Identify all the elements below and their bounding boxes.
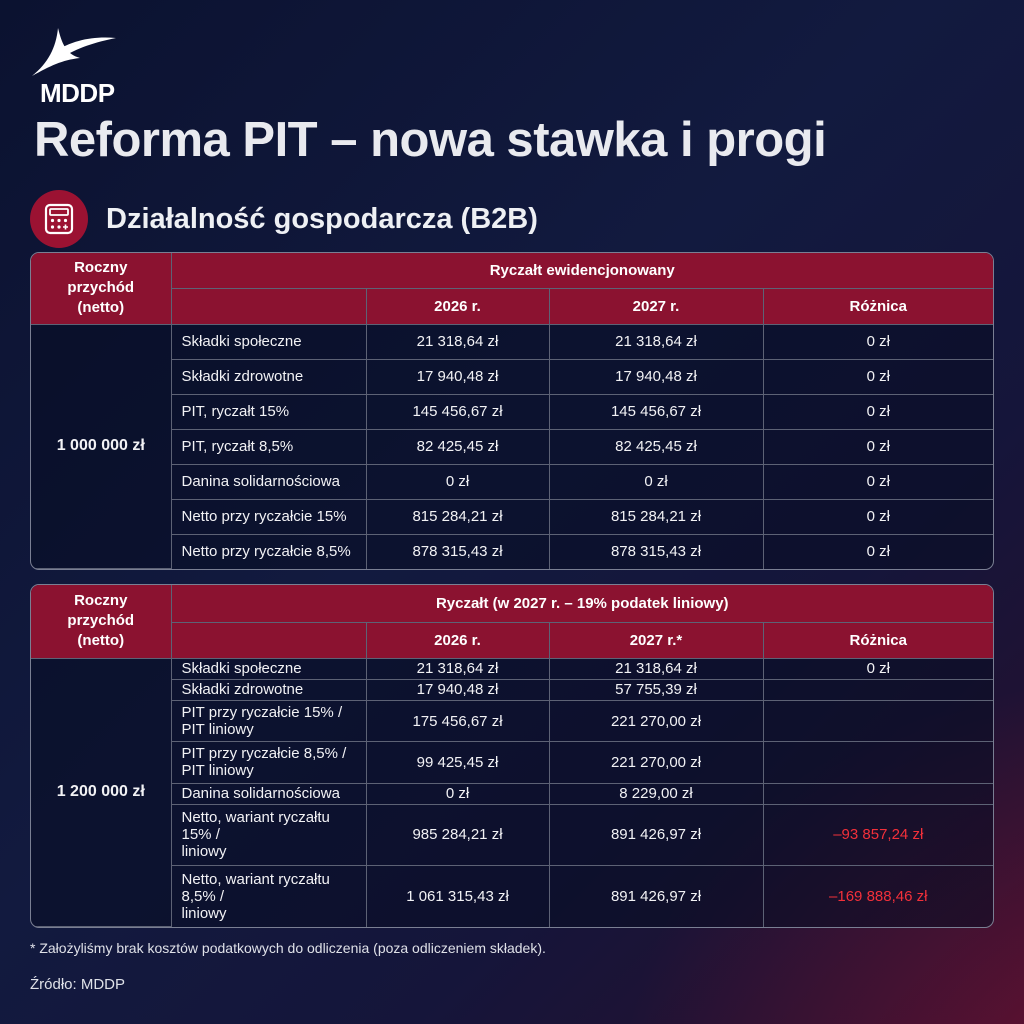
revenue-cell: 1 000 000 zł (31, 324, 171, 569)
value-2026: 21 318,64 zł (366, 658, 549, 679)
row-label (171, 742, 366, 783)
value-2026: 17 940,48 zł (366, 679, 549, 700)
value-diff: 0 zł (763, 658, 993, 679)
value-2026: 1 061 315,43 zł (366, 866, 549, 927)
table-panel-2 (30, 584, 994, 928)
row-label-line: Składki społeczne (181, 660, 302, 678)
value-2026: 99 425,45 zł (366, 742, 549, 783)
source-note: Źródło: MDDP (30, 976, 126, 993)
value-2026: 878 315,43 zł (366, 534, 549, 568)
table-row (31, 429, 993, 464)
value-diff: –93 857,24 zł (763, 804, 993, 865)
value-2026: 985 284,21 zł (366, 804, 549, 865)
row-label-line: liniowy (181, 843, 227, 861)
footnote: * Założyliśmy brak kosztów podatkowych do odliczenia (poza odliczeniem składek). (30, 940, 546, 956)
value-diff: 0 zł (763, 534, 993, 568)
row-label-line: PIT liniowy (181, 721, 254, 739)
value-diff (763, 783, 993, 804)
value-2027: 21 318,64 zł (549, 658, 763, 679)
table-row (31, 394, 993, 429)
row-label-line: Netto, wariant ryczałtu 15% / (181, 809, 330, 844)
table-row (31, 700, 993, 741)
value-2027: 221 270,00 zł (549, 700, 763, 741)
table-row (31, 804, 993, 865)
section-title: Działalność gospodarcza (B2B) (106, 202, 538, 235)
row-label: PIT, ryczałt 8,5% (171, 429, 366, 464)
value-2026: 0 zł (366, 783, 549, 804)
section-header (30, 190, 538, 248)
value-diff (763, 700, 993, 741)
row-label: PIT, ryczałt 15% (171, 394, 366, 429)
table-row (31, 464, 993, 499)
column-header-2027: 2027 r.* (549, 622, 763, 658)
value-diff: 0 zł (763, 359, 993, 394)
value-2027: 145 456,67 zł (549, 394, 763, 429)
brand-name: MDDP (40, 78, 115, 108)
value-2026: 815 284,21 zł (366, 499, 549, 534)
value-2027: 82 425,45 zł (549, 429, 763, 464)
value-2027: 57 755,39 zł (549, 679, 763, 700)
value-diff: 0 zł (763, 324, 993, 359)
column-header-empty (171, 288, 366, 324)
table-panel-1 (30, 252, 994, 570)
ryczalt-table-1200000 (31, 585, 993, 927)
page-title: Reforma PIT – nowa stawka i progi (34, 113, 827, 167)
revenue-header-line: przychód (67, 612, 135, 630)
row-label-line: PIT przy ryczałcie 15% / (181, 704, 343, 722)
value-diff: 0 zł (763, 464, 993, 499)
value-2027: 891 426,97 zł (549, 866, 763, 927)
value-2027: 891 426,97 zł (549, 804, 763, 865)
table-row (31, 499, 993, 534)
brand-logo (18, 18, 128, 108)
row-label: Netto przy ryczałcie 8,5% (171, 534, 366, 568)
table-row (31, 534, 993, 568)
value-diff: –169 888,46 zł (763, 866, 993, 927)
value-2027: 815 284,21 zł (549, 499, 763, 534)
table-row (31, 783, 993, 804)
group-header: Ryczałt ewidencjonowany (171, 253, 993, 288)
table-row (31, 359, 993, 394)
table-row (31, 324, 993, 359)
column-header-2026: 2026 r. (366, 288, 549, 324)
row-label: Danina solidarnościowa (171, 464, 366, 499)
table-row (31, 742, 993, 783)
revenue-header (31, 253, 171, 324)
column-header-2027: 2027 r. (549, 288, 763, 324)
row-label (171, 700, 366, 741)
row-label-line: Składki zdrowotne (181, 681, 304, 699)
row-label (171, 866, 366, 927)
value-2027: 221 270,00 zł (549, 742, 763, 783)
group-header: Ryczałt (w 2027 r. – 19% podatek liniowy) (171, 585, 993, 622)
row-label (171, 804, 366, 865)
value-2027: 878 315,43 zł (549, 534, 763, 568)
value-2027: 21 318,64 zł (549, 324, 763, 359)
value-diff (763, 742, 993, 783)
calculator-icon (30, 190, 88, 248)
value-2026: 175 456,67 zł (366, 700, 549, 741)
value-diff (763, 679, 993, 700)
value-diff: 0 zł (763, 394, 993, 429)
row-label-line: PIT przy ryczałcie 8,5% / (181, 745, 347, 763)
row-label: Składki zdrowotne (171, 359, 366, 394)
revenue-header-line: Roczny (74, 592, 128, 610)
value-diff: 0 zł (763, 499, 993, 534)
value-2026: 21 318,64 zł (366, 324, 549, 359)
row-label-line: Netto, wariant ryczałtu 8,5% / (181, 870, 330, 905)
value-diff: 0 zł (763, 429, 993, 464)
value-2027: 17 940,48 zł (549, 359, 763, 394)
row-label (171, 658, 366, 679)
table-row (31, 679, 993, 700)
revenue-header-line: (netto) (77, 299, 125, 317)
column-header-2026: 2026 r. (366, 622, 549, 658)
column-header-empty (171, 622, 366, 658)
row-label-line: liniowy (181, 904, 227, 922)
value-2026: 82 425,45 zł (366, 429, 549, 464)
table-row (31, 658, 993, 679)
table-row (31, 866, 993, 927)
column-header-diff: Różnica (763, 622, 993, 658)
revenue-header-line: (netto) (77, 632, 125, 650)
ryczalt-table-1000000 (31, 253, 993, 569)
value-2026: 0 zł (366, 464, 549, 499)
row-label: Składki społeczne (171, 324, 366, 359)
revenue-header-line: Roczny (74, 259, 128, 277)
revenue-header (31, 585, 171, 658)
column-header-diff: Różnica (763, 288, 993, 324)
revenue-header-line: przychód (67, 279, 135, 297)
row-label-line: PIT liniowy (181, 762, 254, 780)
value-2027: 0 zł (549, 464, 763, 499)
row-label (171, 679, 366, 700)
row-label (171, 783, 366, 804)
row-label: Netto przy ryczałcie 15% (171, 499, 366, 534)
revenue-cell: 1 200 000 zł (31, 658, 171, 927)
value-2026: 17 940,48 zł (366, 359, 549, 394)
value-2027: 8 229,00 zł (549, 783, 763, 804)
value-2026: 145 456,67 zł (366, 394, 549, 429)
row-label-line: Danina solidarnościowa (181, 785, 340, 803)
